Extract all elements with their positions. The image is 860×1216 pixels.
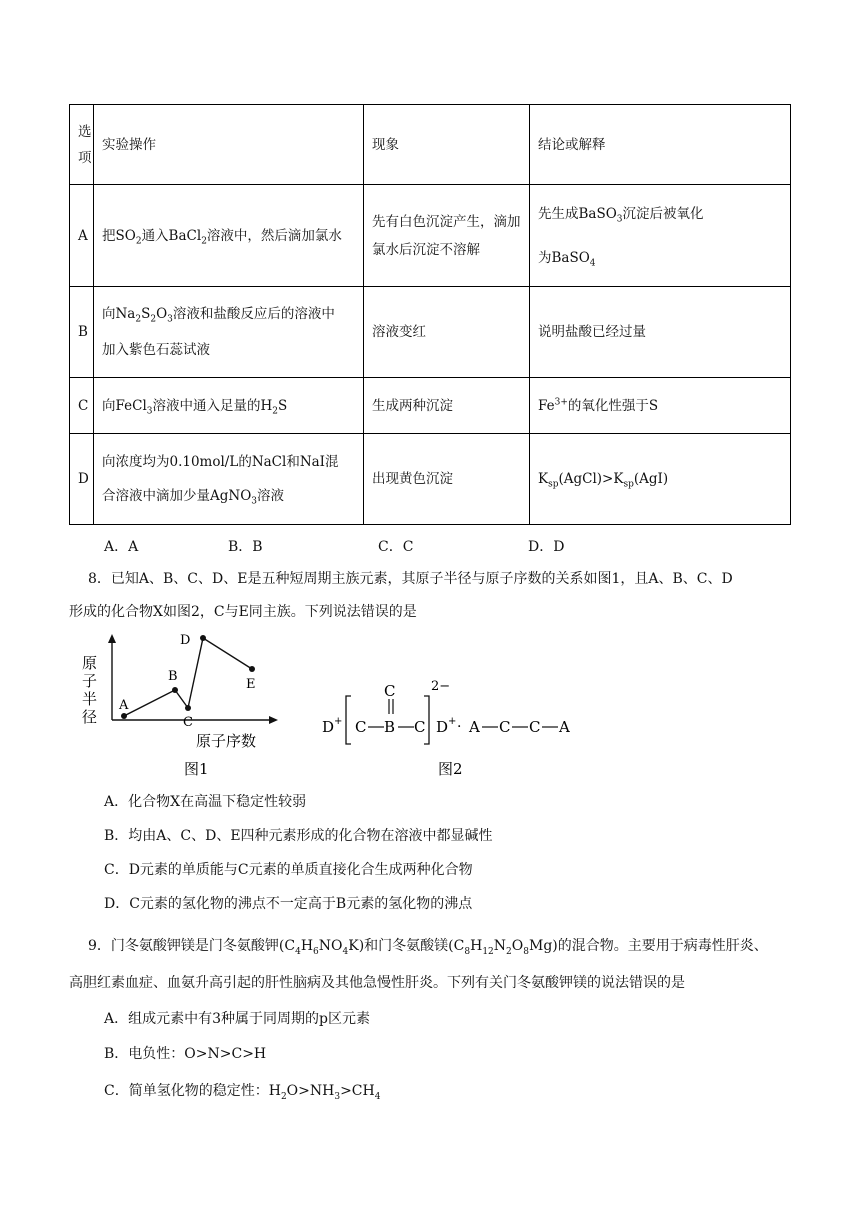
fig2-plus-sign-2: + <box>448 716 457 727</box>
row-conclusion: $Fe^{3+}$的氧化性强于S <box>530 378 791 434</box>
label-a: A <box>119 698 129 713</box>
fig2-atom-c-left: C <box>355 718 367 736</box>
point-d <box>200 635 206 641</box>
row-option: A <box>70 185 94 287</box>
table-row <box>70 434 791 525</box>
fig2-d-plus-left: D <box>322 718 335 736</box>
q9-option-c-formula: $H_2O>NH_3>CH_4$ <box>268 1083 381 1102</box>
fig2-charge: 2− <box>431 679 451 694</box>
ylabel-1: 原 <box>82 654 98 672</box>
q9-option-b[interactable]: B．电负性：O>N>C>H <box>104 1046 267 1062</box>
q9-option-c[interactable] <box>104 1080 380 1100</box>
q8-option-b[interactable]: B．均由A、C、D、E四种元素形成的化合物在溶液中都显碱性 <box>104 828 493 844</box>
q9-stem-line1 <box>88 935 768 955</box>
ylabel-3: 半 <box>82 690 98 708</box>
q7-option-b[interactable]: B．B <box>228 539 263 555</box>
q9-option-c-prefix: C．简单氢化物的稳定性： <box>104 1083 269 1099</box>
point-e <box>249 666 255 672</box>
q7-option-c[interactable]: C．C <box>378 539 414 555</box>
fig2-atom-a1: A <box>469 718 480 736</box>
fig2-atom-a2: A <box>559 718 570 736</box>
fig2-atom-c1: C <box>499 718 511 736</box>
q8-stem-line1: 8．已知A、B、C、D、E是五种短周期主族元素，其原子半径与原子序数的关系如图1，且A、B、C、D <box>88 571 733 587</box>
row-operation: 向$Na_2S_2O_3$溶液和盐酸反应后的溶液中 加入紫色石蕊试液 <box>94 287 364 378</box>
header-conclusion: 结论或解释 <box>530 105 791 185</box>
fig2-atom-c2: C <box>529 718 541 736</box>
row-conclusion: 先生成BaSO$_3$沉淀后被氧化 为BaSO$_4$ <box>530 185 791 287</box>
q8-option-a[interactable]: A．化合物X在高温下稳定性较弱 <box>104 794 307 810</box>
row-option: B <box>70 287 94 378</box>
q9-formula-mg: $C_8H_{12}N_2O_8Mg$ <box>453 938 553 957</box>
table-header-row <box>70 105 791 185</box>
q9-stem-part-a: 9．门冬氨酸钾镁是门冬氨酸钾( <box>88 938 285 954</box>
row-operation: 向FeCl$_3$溶液中通入足量的$H_2S$ <box>94 378 364 434</box>
row-option: D <box>70 434 94 525</box>
fig2-atom-b: B <box>384 718 396 736</box>
fig2-d-plus-right: D <box>436 718 449 736</box>
header-phenomenon: 现象 <box>364 105 530 185</box>
y-axis-arrow <box>108 634 116 643</box>
q9-option-a[interactable]: A．组成元素中有3种属于同周期的p区元素 <box>104 1011 370 1027</box>
point-b <box>172 687 178 693</box>
ylabel-2: 子 <box>82 672 98 690</box>
point-c <box>185 705 191 711</box>
row-operation: 向浓度均为0.10mol/L的NaCl和NaI混 合溶液中滴加少量AgNO$_3$溶液 <box>94 434 364 525</box>
q8-option-c[interactable]: C．D元素的单质能与C元素的单质直接化合生成两种化合物 <box>104 862 473 878</box>
radius-line <box>124 638 252 716</box>
q8-stem-line2: 形成的化合物X如图2，C与E同主族。下列说法错误的是 <box>69 604 417 620</box>
row-operation: 把$SO_2$通入BaCl$_2$溶液中，然后滴加氯水 <box>94 185 364 287</box>
figure-1-radius-chart <box>76 628 286 780</box>
label-b: B <box>168 669 178 684</box>
fig2-dot: · <box>457 719 462 735</box>
row-phenomenon: 出现黄色沉淀 <box>364 434 530 525</box>
table-row <box>70 378 791 434</box>
x-axis-arrow <box>269 716 278 724</box>
fig2-plus-sign: + <box>334 716 343 727</box>
table-row <box>70 287 791 378</box>
table-row <box>70 185 791 287</box>
q7-option-a[interactable]: A．A <box>104 539 139 555</box>
row-option: C <box>70 378 94 434</box>
q9-stem-line2: 高胆红素血症、血氨升高引起的肝性脑病及其他急慢性肝炎。下列有关门冬氨酸钾镁的说法错误的是 <box>69 975 685 991</box>
row-phenomenon: 先有白色沉淀产生，滴加 氯水后沉淀不溶解 <box>364 185 530 287</box>
bracket-left <box>346 696 351 744</box>
label-d: D <box>180 633 191 648</box>
fig2-atom-c-top: C <box>384 682 396 700</box>
q8-option-d[interactable]: D．C元素的氢化物的沸点不一定高于B元素的氢化物的沸点 <box>104 896 473 912</box>
q9-stem-part-c: )的混合物。主要用于病毒性肝炎、 <box>552 938 768 954</box>
experiment-table <box>69 104 791 525</box>
q9-formula-k: $C_4H_6NO_4K$ <box>284 938 359 957</box>
fig2-atom-c-right: C <box>414 718 426 736</box>
row-phenomenon: 溶液变红 <box>364 287 530 378</box>
ylabel-4: 径 <box>82 708 98 726</box>
header-operation: 实验操作 <box>94 105 364 185</box>
header-option: 选 项 <box>70 105 94 185</box>
label-e: E <box>246 677 256 692</box>
q7-option-d[interactable]: D．D <box>528 539 565 555</box>
label-c: C <box>183 715 193 730</box>
q9-stem-part-b: )和门冬氨酸镁( <box>358 938 454 954</box>
row-conclusion: $K_{sp}(AgCl)>K_{sp}(AgI)$ <box>530 434 791 525</box>
row-conclusion: 说明盐酸已经过量 <box>530 287 791 378</box>
row-phenomenon: 生成两种沉淀 <box>364 378 530 434</box>
figure-2-structure <box>318 648 588 780</box>
point-a <box>121 713 127 719</box>
xlabel: 原子序数 <box>196 732 257 750</box>
figure-1-caption: 图1 <box>184 760 209 778</box>
figure-2-caption: 图2 <box>438 760 463 778</box>
